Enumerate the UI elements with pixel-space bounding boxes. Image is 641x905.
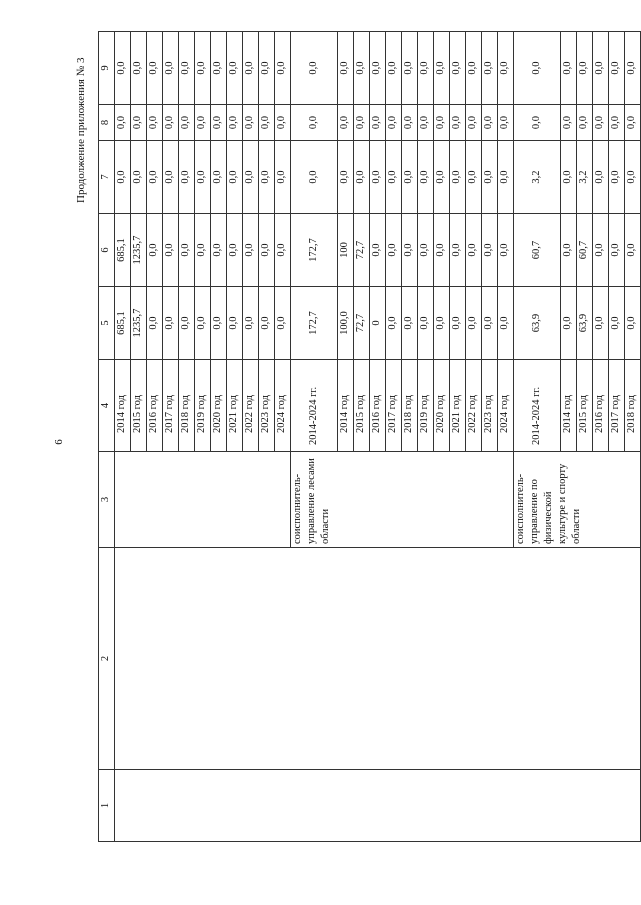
table-row bbox=[115, 32, 131, 842]
year-cell: 2019 год bbox=[195, 360, 211, 452]
value-cell: 0,0 bbox=[211, 141, 227, 214]
value-cell: 0,0 bbox=[195, 287, 211, 360]
value-cell: 0,0 bbox=[450, 105, 466, 141]
value-cell: 72,7 bbox=[354, 287, 370, 360]
value-cell: 0,0 bbox=[179, 287, 195, 360]
value-cell: 0,0 bbox=[275, 141, 291, 214]
value-cell: 0,0 bbox=[354, 141, 370, 214]
year-cell: 2018 год bbox=[402, 360, 418, 452]
year-cell: 2017 год bbox=[386, 360, 402, 452]
value-cell: 100,0 bbox=[338, 287, 354, 360]
value-cell: 0,0 bbox=[211, 287, 227, 360]
value-cell: 1235,7 bbox=[131, 214, 147, 287]
value-cell: 0,0 bbox=[370, 32, 386, 105]
value-cell: 0,0 bbox=[243, 287, 259, 360]
year-cell: 2014 год bbox=[561, 360, 577, 452]
year-cell: 2016 год bbox=[593, 360, 609, 452]
value-cell: 0,0 bbox=[195, 141, 211, 214]
year-cell: 2015 год bbox=[354, 360, 370, 452]
value-cell: 0,0 bbox=[147, 287, 163, 360]
header-cell: 7 bbox=[99, 141, 115, 214]
value-cell: 0,0 bbox=[482, 214, 498, 287]
year-cell: 2024 год bbox=[275, 360, 291, 452]
value-cell: 0,0 bbox=[386, 32, 402, 105]
value-cell: 0,0 bbox=[147, 141, 163, 214]
value-cell: 0,0 bbox=[275, 214, 291, 287]
value-cell: 0,0 bbox=[402, 141, 418, 214]
year-cell: 2023 год bbox=[259, 360, 275, 452]
value-cell: 0,0 bbox=[466, 214, 482, 287]
value-cell: 0 bbox=[370, 287, 386, 360]
value-cell: 0,0 bbox=[450, 141, 466, 214]
value-cell: 60,7 bbox=[514, 214, 561, 287]
value-cell: 0,0 bbox=[338, 32, 354, 105]
value-cell: 0,0 bbox=[593, 105, 609, 141]
value-cell: 0,0 bbox=[418, 287, 434, 360]
value-cell: 0,0 bbox=[609, 105, 625, 141]
value-cell: 0,0 bbox=[450, 32, 466, 105]
col2-cell bbox=[115, 548, 641, 770]
value-cell: 0,0 bbox=[195, 214, 211, 287]
value-cell: 0,0 bbox=[498, 214, 514, 287]
value-cell: 0,0 bbox=[243, 32, 259, 105]
value-cell: 0,0 bbox=[625, 105, 641, 141]
value-cell: 0,0 bbox=[179, 32, 195, 105]
value-cell: 0,0 bbox=[354, 105, 370, 141]
value-cell: 0,0 bbox=[338, 105, 354, 141]
value-cell: 0,0 bbox=[577, 105, 593, 141]
value-cell: 0,0 bbox=[243, 105, 259, 141]
year-cell: 2018 год bbox=[625, 360, 641, 452]
header-cell: 1 bbox=[99, 770, 115, 842]
value-cell: 0,0 bbox=[625, 214, 641, 287]
value-cell: 0,0 bbox=[402, 105, 418, 141]
value-cell: 0,0 bbox=[259, 214, 275, 287]
value-cell: 0,0 bbox=[115, 105, 131, 141]
year-cell: 2014-2024 гг. bbox=[514, 360, 561, 452]
year-cell: 2019 год bbox=[418, 360, 434, 452]
value-cell: 3,2 bbox=[514, 141, 561, 214]
value-cell: 0,0 bbox=[593, 141, 609, 214]
header-cell: 5 bbox=[99, 287, 115, 360]
value-cell: 0,0 bbox=[386, 214, 402, 287]
rotated-table-container bbox=[98, 32, 637, 842]
header-row bbox=[99, 32, 115, 842]
value-cell: 0,0 bbox=[498, 141, 514, 214]
value-cell: 0,0 bbox=[179, 214, 195, 287]
value-cell: 0,0 bbox=[227, 105, 243, 141]
appendix-caption: Продолжение приложения № 3 bbox=[75, 57, 87, 203]
table-body bbox=[115, 32, 641, 842]
value-cell: 0,0 bbox=[466, 287, 482, 360]
value-cell: 0,0 bbox=[163, 32, 179, 105]
value-cell: 0,0 bbox=[386, 105, 402, 141]
header-cell: 8 bbox=[99, 105, 115, 141]
value-cell: 0,0 bbox=[163, 287, 179, 360]
page-number: 6 bbox=[52, 439, 65, 445]
value-cell: 0,0 bbox=[179, 105, 195, 141]
value-cell: 0,0 bbox=[211, 32, 227, 105]
value-cell: 0,0 bbox=[434, 32, 450, 105]
value-cell: 0,0 bbox=[498, 105, 514, 141]
value-cell: 0,0 bbox=[561, 141, 577, 214]
value-cell: 0,0 bbox=[227, 214, 243, 287]
value-cell: 0,0 bbox=[418, 32, 434, 105]
value-cell: 0,0 bbox=[259, 287, 275, 360]
value-cell: 0,0 bbox=[370, 214, 386, 287]
value-cell: 100 bbox=[338, 214, 354, 287]
year-cell: 2015 год bbox=[577, 360, 593, 452]
value-cell: 0,0 bbox=[466, 141, 482, 214]
value-cell: 0,0 bbox=[482, 141, 498, 214]
year-cell: 2014 год bbox=[338, 360, 354, 452]
year-cell: 2015 год bbox=[131, 360, 147, 452]
value-cell: 0,0 bbox=[370, 105, 386, 141]
value-cell: 0,0 bbox=[402, 32, 418, 105]
value-cell: 0,0 bbox=[609, 32, 625, 105]
value-cell: 0,0 bbox=[434, 287, 450, 360]
year-cell: 2017 год bbox=[609, 360, 625, 452]
value-cell: 0,0 bbox=[147, 32, 163, 105]
year-cell: 2018 год bbox=[179, 360, 195, 452]
value-cell: 0,0 bbox=[227, 32, 243, 105]
value-cell: 0,0 bbox=[418, 214, 434, 287]
year-cell: 2016 год bbox=[370, 360, 386, 452]
year-cell: 2022 год bbox=[243, 360, 259, 452]
value-cell: 63,9 bbox=[577, 287, 593, 360]
value-cell: 0,0 bbox=[402, 214, 418, 287]
value-cell: 63,9 bbox=[514, 287, 561, 360]
col1-cell bbox=[115, 770, 641, 842]
value-cell: 0,0 bbox=[434, 214, 450, 287]
year-cell: 2014-2024 гг. bbox=[291, 360, 338, 452]
year-cell: 2014 год bbox=[115, 360, 131, 452]
value-cell: 3,2 bbox=[577, 141, 593, 214]
value-cell: 0,0 bbox=[115, 32, 131, 105]
value-cell: 0,0 bbox=[561, 105, 577, 141]
value-cell: 172,7 bbox=[291, 287, 338, 360]
value-cell: 0,0 bbox=[147, 105, 163, 141]
year-cell: 2020 год bbox=[211, 360, 227, 452]
value-cell: 0,0 bbox=[434, 105, 450, 141]
value-cell: 0,0 bbox=[227, 287, 243, 360]
value-cell: 0,0 bbox=[131, 105, 147, 141]
value-cell: 0,0 bbox=[466, 32, 482, 105]
value-cell: 0,0 bbox=[147, 214, 163, 287]
value-cell: 60,7 bbox=[577, 214, 593, 287]
header-cell: 3 bbox=[99, 452, 115, 548]
value-cell: 0,0 bbox=[115, 141, 131, 214]
value-cell: 0,0 bbox=[131, 141, 147, 214]
value-cell: 0,0 bbox=[354, 32, 370, 105]
value-cell: 0,0 bbox=[609, 214, 625, 287]
value-cell: 0,0 bbox=[561, 287, 577, 360]
value-cell: 0,0 bbox=[625, 32, 641, 105]
year-cell: 2016 год bbox=[147, 360, 163, 452]
budget-table bbox=[98, 31, 641, 842]
value-cell: 0,0 bbox=[291, 141, 338, 214]
value-cell: 0,0 bbox=[243, 141, 259, 214]
executor-cell: соисполнитель- управление лесами области bbox=[291, 452, 514, 548]
value-cell: 0,0 bbox=[482, 287, 498, 360]
year-cell: 2020 год bbox=[434, 360, 450, 452]
year-cell: 2021 год bbox=[227, 360, 243, 452]
value-cell: 685,1 bbox=[115, 214, 131, 287]
value-cell: 0,0 bbox=[338, 141, 354, 214]
year-cell: 2022 год bbox=[466, 360, 482, 452]
value-cell: 0,0 bbox=[609, 141, 625, 214]
value-cell: 0,0 bbox=[466, 105, 482, 141]
value-cell: 0,0 bbox=[163, 141, 179, 214]
value-cell: 0,0 bbox=[514, 32, 561, 105]
value-cell: 0,0 bbox=[450, 287, 466, 360]
value-cell: 0,0 bbox=[163, 105, 179, 141]
value-cell: 0,0 bbox=[434, 141, 450, 214]
value-cell: 0,0 bbox=[195, 32, 211, 105]
header-cell: 4 bbox=[99, 360, 115, 452]
value-cell: 685,1 bbox=[115, 287, 131, 360]
year-cell: 2023 год bbox=[482, 360, 498, 452]
value-cell: 0,0 bbox=[386, 141, 402, 214]
value-cell: 0,0 bbox=[275, 105, 291, 141]
header-cell: 9 bbox=[99, 32, 115, 105]
value-cell: 0,0 bbox=[577, 32, 593, 105]
value-cell: 0,0 bbox=[625, 287, 641, 360]
table-sheet bbox=[98, 32, 637, 842]
value-cell: 0,0 bbox=[482, 105, 498, 141]
executor-cell: соисполнитель- управление по физической культуре и спорту области bbox=[514, 452, 641, 548]
year-cell: 2021 год bbox=[450, 360, 466, 452]
value-cell: 0,0 bbox=[418, 105, 434, 141]
value-cell: 0,0 bbox=[259, 105, 275, 141]
value-cell: 0,0 bbox=[291, 105, 338, 141]
value-cell: 0,0 bbox=[259, 32, 275, 105]
value-cell: 0,0 bbox=[211, 214, 227, 287]
value-cell: 0,0 bbox=[561, 32, 577, 105]
value-cell: 172,7 bbox=[291, 214, 338, 287]
header-cell: 2 bbox=[99, 548, 115, 770]
value-cell: 0,0 bbox=[609, 287, 625, 360]
value-cell: 0,0 bbox=[291, 32, 338, 105]
value-cell: 0,0 bbox=[211, 105, 227, 141]
value-cell: 0,0 bbox=[593, 32, 609, 105]
value-cell: 0,0 bbox=[275, 287, 291, 360]
executor-cell bbox=[115, 452, 291, 548]
value-cell: 0,0 bbox=[450, 214, 466, 287]
value-cell: 0,0 bbox=[402, 287, 418, 360]
value-cell: 0,0 bbox=[243, 214, 259, 287]
value-cell: 0,0 bbox=[370, 141, 386, 214]
value-cell: 0,0 bbox=[498, 32, 514, 105]
value-cell: 0,0 bbox=[482, 32, 498, 105]
value-cell: 0,0 bbox=[131, 32, 147, 105]
value-cell: 0,0 bbox=[625, 141, 641, 214]
value-cell: 0,0 bbox=[498, 287, 514, 360]
value-cell: 0,0 bbox=[259, 141, 275, 214]
value-cell: 72,7 bbox=[354, 214, 370, 287]
value-cell: 0,0 bbox=[561, 214, 577, 287]
value-cell: 0,0 bbox=[275, 32, 291, 105]
header-cell: 6 bbox=[99, 214, 115, 287]
year-cell: 2017 год bbox=[163, 360, 179, 452]
value-cell: 0,0 bbox=[593, 214, 609, 287]
value-cell: 0,0 bbox=[593, 287, 609, 360]
value-cell: 0,0 bbox=[386, 287, 402, 360]
value-cell: 0,0 bbox=[195, 105, 211, 141]
value-cell: 0,0 bbox=[163, 214, 179, 287]
value-cell: 0,0 bbox=[227, 141, 243, 214]
value-cell: 1235,7 bbox=[131, 287, 147, 360]
value-cell: 0,0 bbox=[418, 141, 434, 214]
value-cell: 0,0 bbox=[179, 141, 195, 214]
year-cell: 2024 год bbox=[498, 360, 514, 452]
value-cell: 0,0 bbox=[514, 105, 561, 141]
